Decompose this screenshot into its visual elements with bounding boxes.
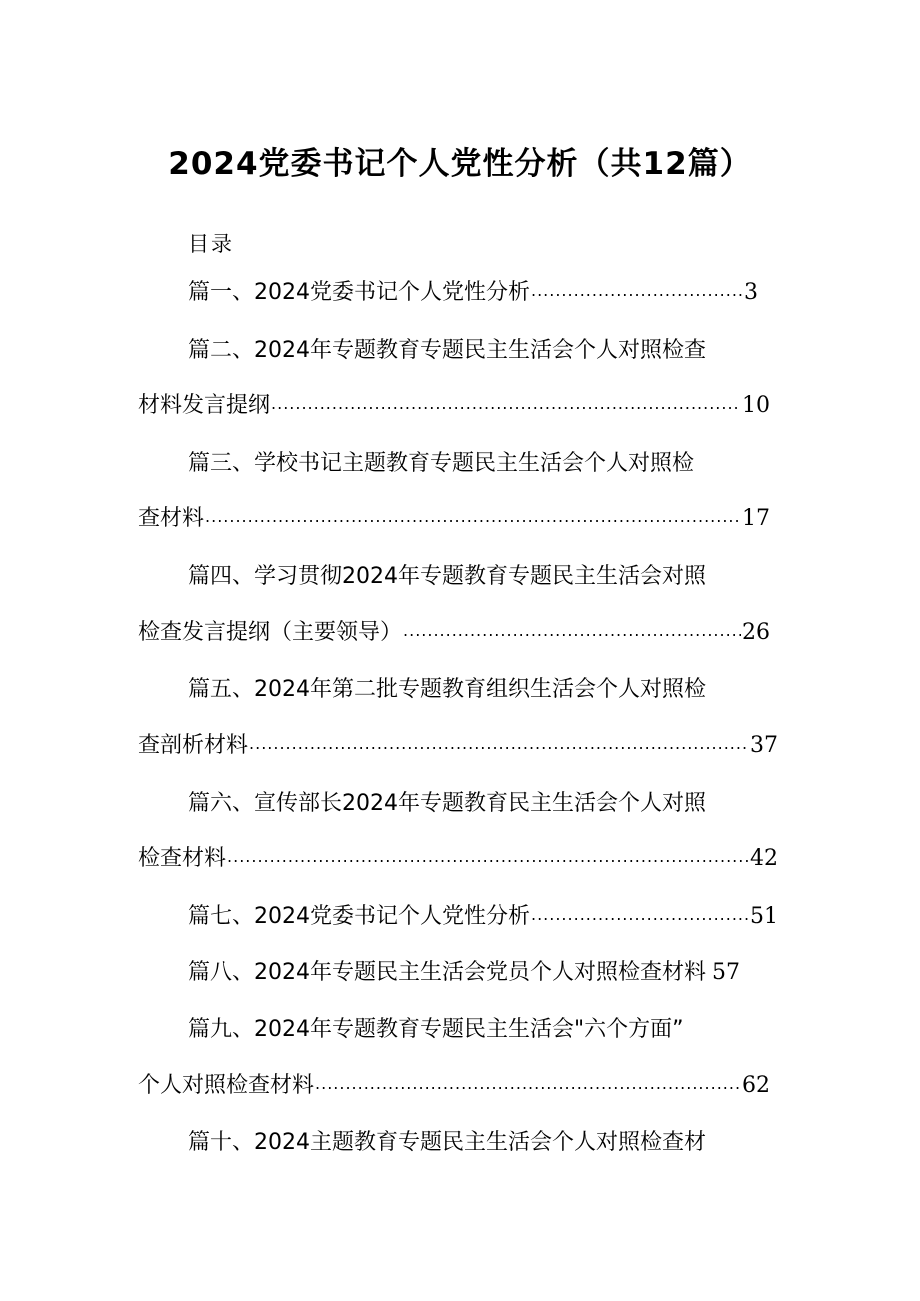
toc-entry-1[interactable] xyxy=(188,278,758,308)
toc-page-number: 3 xyxy=(744,280,758,305)
toc-page-number: 26 xyxy=(742,620,770,645)
toc-entry-2-cont[interactable] xyxy=(138,391,770,421)
toc-entry-text: 篇七、2024党委书记个人党性分析 xyxy=(188,904,530,929)
toc-entry-9[interactable] xyxy=(188,1015,684,1045)
toc-page-number: 42 xyxy=(750,846,778,871)
toc-entry-6-cont[interactable] xyxy=(138,844,778,874)
toc-page-number: 37 xyxy=(750,733,778,758)
dot-leader xyxy=(227,844,749,874)
toc-entry-9-cont[interactable] xyxy=(138,1071,770,1101)
toc-entry-5[interactable] xyxy=(188,675,706,705)
toc-entry-text: 材料发言提纲 xyxy=(138,393,271,418)
toc-entry-8[interactable] xyxy=(188,958,740,988)
toc-entry-text: 篇十、2024主题教育专题民主生活会个人对照检查材 xyxy=(188,1130,706,1155)
toc-entry-text: 篇一、2024党委书记个人党性分析 xyxy=(188,280,530,305)
toc-entry-text: 检查发言提纲（主要领导） xyxy=(138,620,403,645)
toc-entry-4[interactable] xyxy=(188,562,706,592)
toc-entry-text: 篇二、2024年专题教育专题民主生活会个人对照检查 xyxy=(188,338,706,363)
toc-entry-2[interactable] xyxy=(188,336,706,366)
toc-entry-text: 检查材料 xyxy=(138,846,227,871)
dot-leader xyxy=(403,618,741,648)
toc-entry-text: 个人对照检查材料 xyxy=(138,1073,315,1098)
toc-page-number: 17 xyxy=(742,506,770,531)
document-title: 2024党委书记个人党性分析（共12篇） xyxy=(168,146,752,182)
toc-entry-4-cont[interactable] xyxy=(138,618,770,648)
toc-entry-10[interactable] xyxy=(188,1128,706,1158)
toc-entry-3[interactable] xyxy=(188,449,694,479)
dot-leader xyxy=(271,391,741,421)
toc-entry-text: 查剖析材料 xyxy=(138,733,249,758)
dot-leader xyxy=(531,902,749,932)
toc-entry-text: 篇五、2024年第二批专题教育组织生活会个人对照检 xyxy=(188,677,706,702)
toc-entry-text: 篇三、学校书记主题教育专题民主生活会个人对照检 xyxy=(188,451,695,476)
dot-leader xyxy=(315,1071,741,1101)
toc-page-number: 51 xyxy=(750,904,778,929)
toc-entry-text: 查材料 xyxy=(138,506,205,531)
toc-entry-5-cont[interactable] xyxy=(138,731,778,761)
dot-leader xyxy=(249,731,749,761)
dot-leader xyxy=(205,504,741,534)
toc-entry-7[interactable] xyxy=(188,902,778,932)
toc-entry-3-cont[interactable] xyxy=(138,504,770,534)
toc-entry-text: 篇六、宣传部长2024年专题教育民主生活会个人对照 xyxy=(188,791,706,816)
toc-page-number: 62 xyxy=(742,1073,770,1098)
toc-entry-6[interactable] xyxy=(188,789,706,819)
toc-heading: 目录 xyxy=(188,232,234,256)
toc-entry-text: 篇九、2024年专题教育专题民主生活会"六个方面” xyxy=(188,1017,684,1042)
toc-entry-text: 篇八、2024年专题民主生活会党员个人对照检查材料 xyxy=(188,960,706,985)
dot-leader xyxy=(531,278,743,308)
toc-entry-text: 篇四、学习贯彻2024年专题教育专题民主生活会对照 xyxy=(188,564,706,589)
toc-page-number: 57 xyxy=(712,960,740,985)
toc-page-number: 10 xyxy=(742,393,770,418)
